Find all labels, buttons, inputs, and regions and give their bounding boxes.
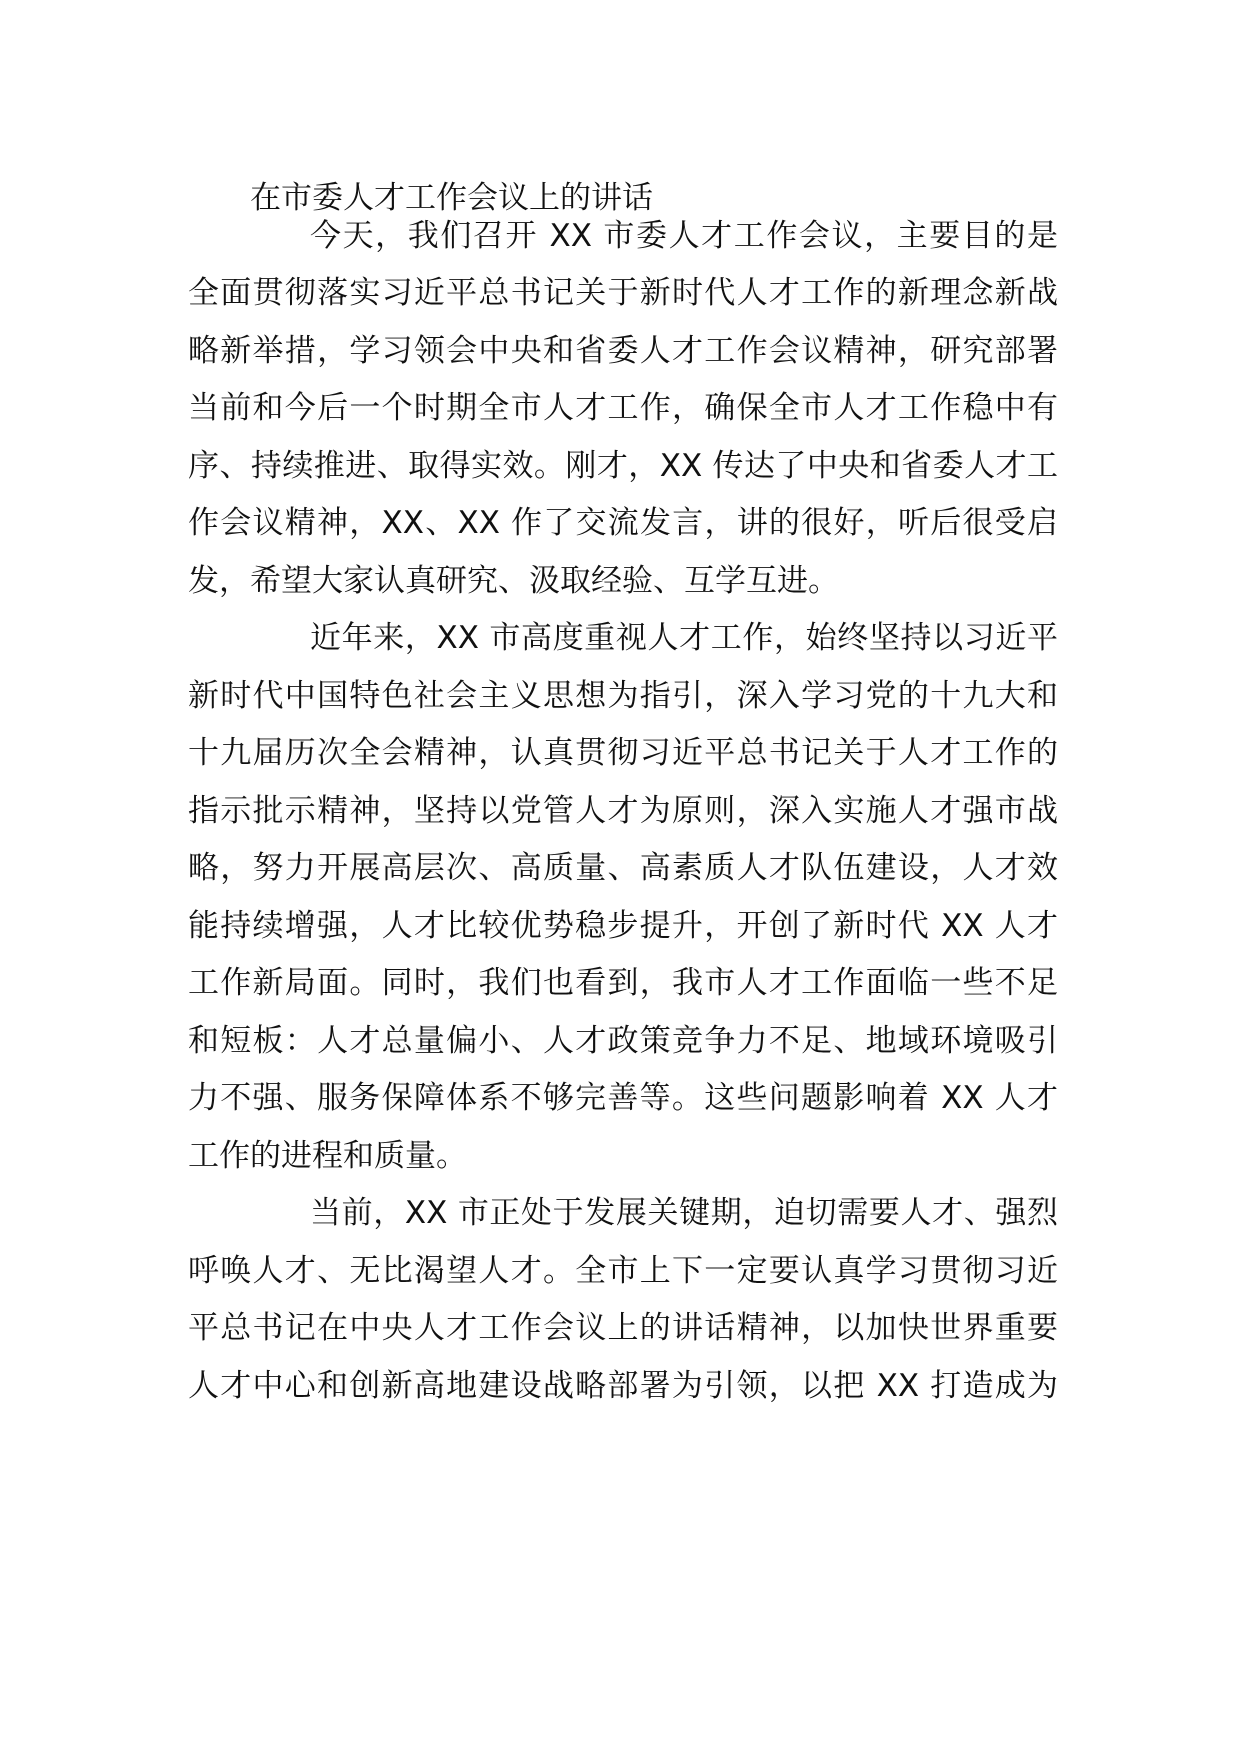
paragraph-2-line-10: 工作的进程和质量。	[188, 1138, 467, 1174]
paragraph-3-line-4: 人才中心和创新高地建设战略部署为引领，以把 XX 打造成为	[188, 1368, 1058, 1404]
paragraph-2-line-4: 指示批示精神，坚持以党管人才为原则，深入实施人才强市战	[188, 793, 1058, 829]
paragraph-2-line-8: 和短板：人才总量偏小、人才政策竞争力不足、地域环境吸引	[188, 1023, 1058, 1059]
paragraph-3-line-1: 当前，XX 市正处于发展关键期，迫切需要人才、强烈	[310, 1195, 1058, 1231]
paragraph-2-line-7: 工作新局面。同时，我们也看到，我市人才工作面临一些不足	[188, 965, 1058, 1001]
paragraph-1-line-6: 作会议精神，XX、XX 作了交流发言，讲的很好，听后很受启	[188, 505, 1058, 541]
paragraph-2-line-5: 略，努力开展高层次、高质量、高素质人才队伍建设，人才效	[188, 850, 1058, 886]
paragraph-1-line-1: 今天，我们召开 XX 市委人才工作会议，主要目的是	[310, 218, 1058, 254]
paragraph-2-line-3: 十九届历次全会精神，认真贯彻习近平总书记关于人才工作的	[188, 735, 1058, 771]
paragraph-2-line-1: 近年来，XX 市高度重视人才工作，始终坚持以习近平	[310, 620, 1058, 656]
paragraph-2-line-9: 力不强、服务保障体系不够完善等。这些问题影响着 XX 人才	[188, 1080, 1058, 1116]
paragraph-1-line-2: 全面贯彻落实习近平总书记关于新时代人才工作的新理念新战	[188, 275, 1058, 311]
paragraph-2-line-2: 新时代中国特色社会主义思想为指引，深入学习党的十九大和	[188, 678, 1058, 714]
paragraph-1-line-4: 当前和今后一个时期全市人才工作，确保全市人才工作稳中有	[188, 390, 1058, 426]
paragraph-1-line-7: 发，希望大家认真研究、汲取经验、互学互进。	[188, 563, 839, 599]
paragraph-1-line-3: 略新举措，学习领会中央和省委人才工作会议精神，研究部署	[188, 333, 1058, 369]
paragraph-3-line-2: 呼唤人才、无比渴望人才。全市上下一定要认真学习贯彻习近	[188, 1253, 1058, 1289]
paragraph-3-line-3: 平总书记在中央人才工作会议上的讲话精神，以加快世界重要	[188, 1310, 1058, 1346]
document-title: 在市委人才工作会议上的讲话	[250, 180, 653, 216]
paragraph-2-line-6: 能持续增强，人才比较优势稳步提升，开创了新时代 XX 人才	[188, 908, 1058, 944]
paragraph-1-line-5: 序、持续推进、取得实效。刚才，XX 传达了中央和省委人才工	[188, 448, 1058, 484]
